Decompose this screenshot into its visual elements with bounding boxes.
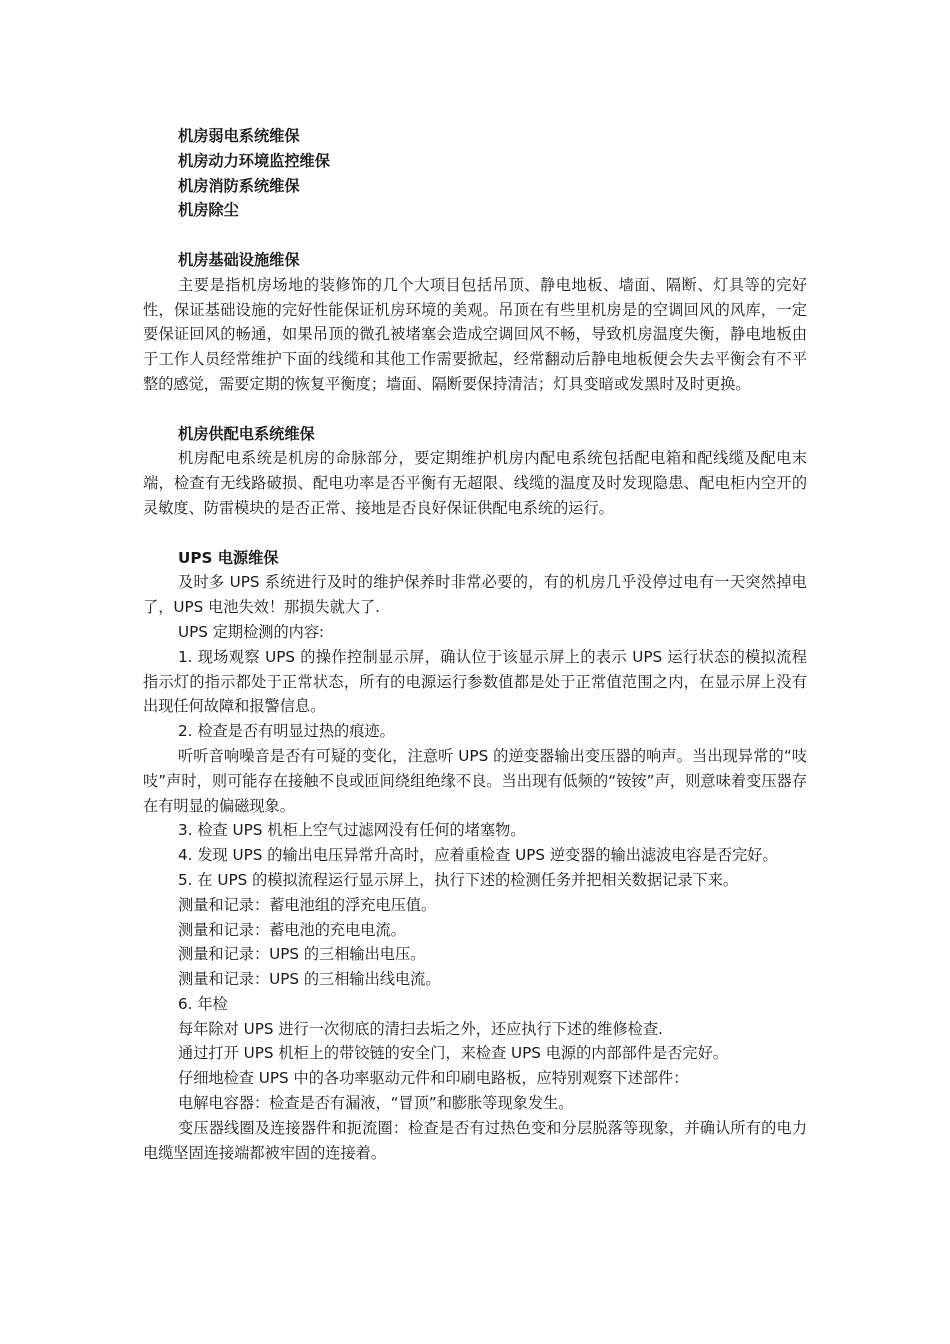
ups-paragraph: UPS 定期检测的内容: [178,622,325,641]
spacer [143,521,807,546]
list-item-fire-system: 机房消防系统维保 [178,176,300,195]
section-heading-ups: UPS 电源维保 [178,548,279,567]
ups-paragraph: 1. 现场观察 UPS 的操作控制显示屏，确认位于该显示屏上的表示 UPS 运行状态的模拟流程指示灯的指示都处于正常状态，所有的电源运行参数值都是处于正常值范围之内，在显示屏上没有出现任何故障和报警信息。 [143,647,807,716]
list-item-power-env-monitor: 机房动力环境监控维保 [178,151,330,170]
ups-paragraph: 5. 在 UPS 的模拟流程运行显示屏上，执行下述的检测任务并把相关数据记录下来。 [178,870,739,889]
spacer [143,223,807,248]
ups-paragraph: 电解电容器：检查是否有漏液，“冒顶”和膨胀等现象发生。 [178,1094,574,1113]
ups-paragraph: 及时多 UPS 系统进行及时的维护保养时非常必要的，有的机房几乎没停过电有一天突然掉电了，UPS 电池失效！那损失就大了. [143,573,807,617]
ups-paragraph: 每年除对 UPS 进行一次彻底的清扫去垢之外，还应执行下述的维修检查. [178,1019,663,1038]
section-body-power-supply: 机房配电系统是机房的命脉部分，要定期维护机房内配电系统包括配电箱和配线缆及配电末端，检查有无线路破损、配电功率是否平衡有无超限、线缆的温度及时发现隐患、配电柜内空开的灵敏度、防雷模块的是否正常、接地是否良好保证供配电系统的运行。 [143,449,807,517]
ups-paragraph: 6. 年检 [178,994,228,1013]
ups-paragraph: 仔细地检查 UPS 中的各功率驱动元件和印刷电路板，应特别观察下述部件： [178,1069,689,1088]
ups-paragraph: 测量和记录：蓄电池的充电电流。 [178,920,406,939]
ups-paragraph: 3. 检查 UPS 机柜上空气过滤网没有任何的堵塞物。 [178,821,526,840]
ups-paragraph: 4. 发现 UPS 的输出电压异常升高时，应着重检查 UPS 逆变器的输出滤波电容是否完好。 [178,846,778,865]
ups-paragraph: 通过打开 UPS 机柜上的带铰链的安全门，来检查 UPS 电源的内部部件是否完好。 [178,1044,728,1063]
section-heading-power-supply: 机房供配电系统维保 [178,424,315,443]
ups-paragraph: 测量和记录：UPS 的三相输出电压。 [178,945,426,964]
ups-paragraph: 测量和记录：UPS 的三相输出线电流。 [178,970,441,989]
spacer [143,397,807,422]
list-item-dust-removal: 机房除尘 [178,201,239,220]
ups-paragraph: 2. 检查是否有明显过热的痕迹。 [178,722,395,741]
ups-paragraph: 听听音响噪音是否有可疑的变化，注意听 UPS 的逆变器输出变压器的响声。当出现异常的“吱吱”声时，则可能存在接触不良或匝间绕组绝缘不良。当出现有低频的“铵铵”声，则意味着变压器存在有明显的偏磁现象。 [143,746,807,815]
section-body-infrastructure: 主要是指机房场地的装修饰的几个大项目包括吊顶、静电地板、墙面、隔断、灯具等的完好性，保证基础设施的完好性能保证机房环境的美观。吊顶在有些里机房是的空调回风的风库，一定要保证回风的畅通，如果吊顶的微孔被堵塞会造成空调回风不畅，导致机房温度失衡，静电地板由于工作人员经常维护下面的线缆和其他工作需要掀起，经常翻动后静电地板便会失去平衡会有不平整的感觉，需要定期的恢复平衡度；墙面、隔断要保持清洁；灯具变暗或发黑时及时更换。 [143,275,807,393]
ups-paragraph: 测量和记录：蓄电池组的浮充电压值。 [178,895,437,914]
list-item-weak-current: 机房弱电系统维保 [178,127,300,145]
ups-paragraph: 变压器线圈及连接器件和扼流圈：检查是否有过热色变和分层脱落等现象，并确认所有的电力电缆坚固连接端都被牢固的连接着。 [143,1118,807,1162]
section-heading-infrastructure: 机房基础设施维保 [178,250,300,269]
